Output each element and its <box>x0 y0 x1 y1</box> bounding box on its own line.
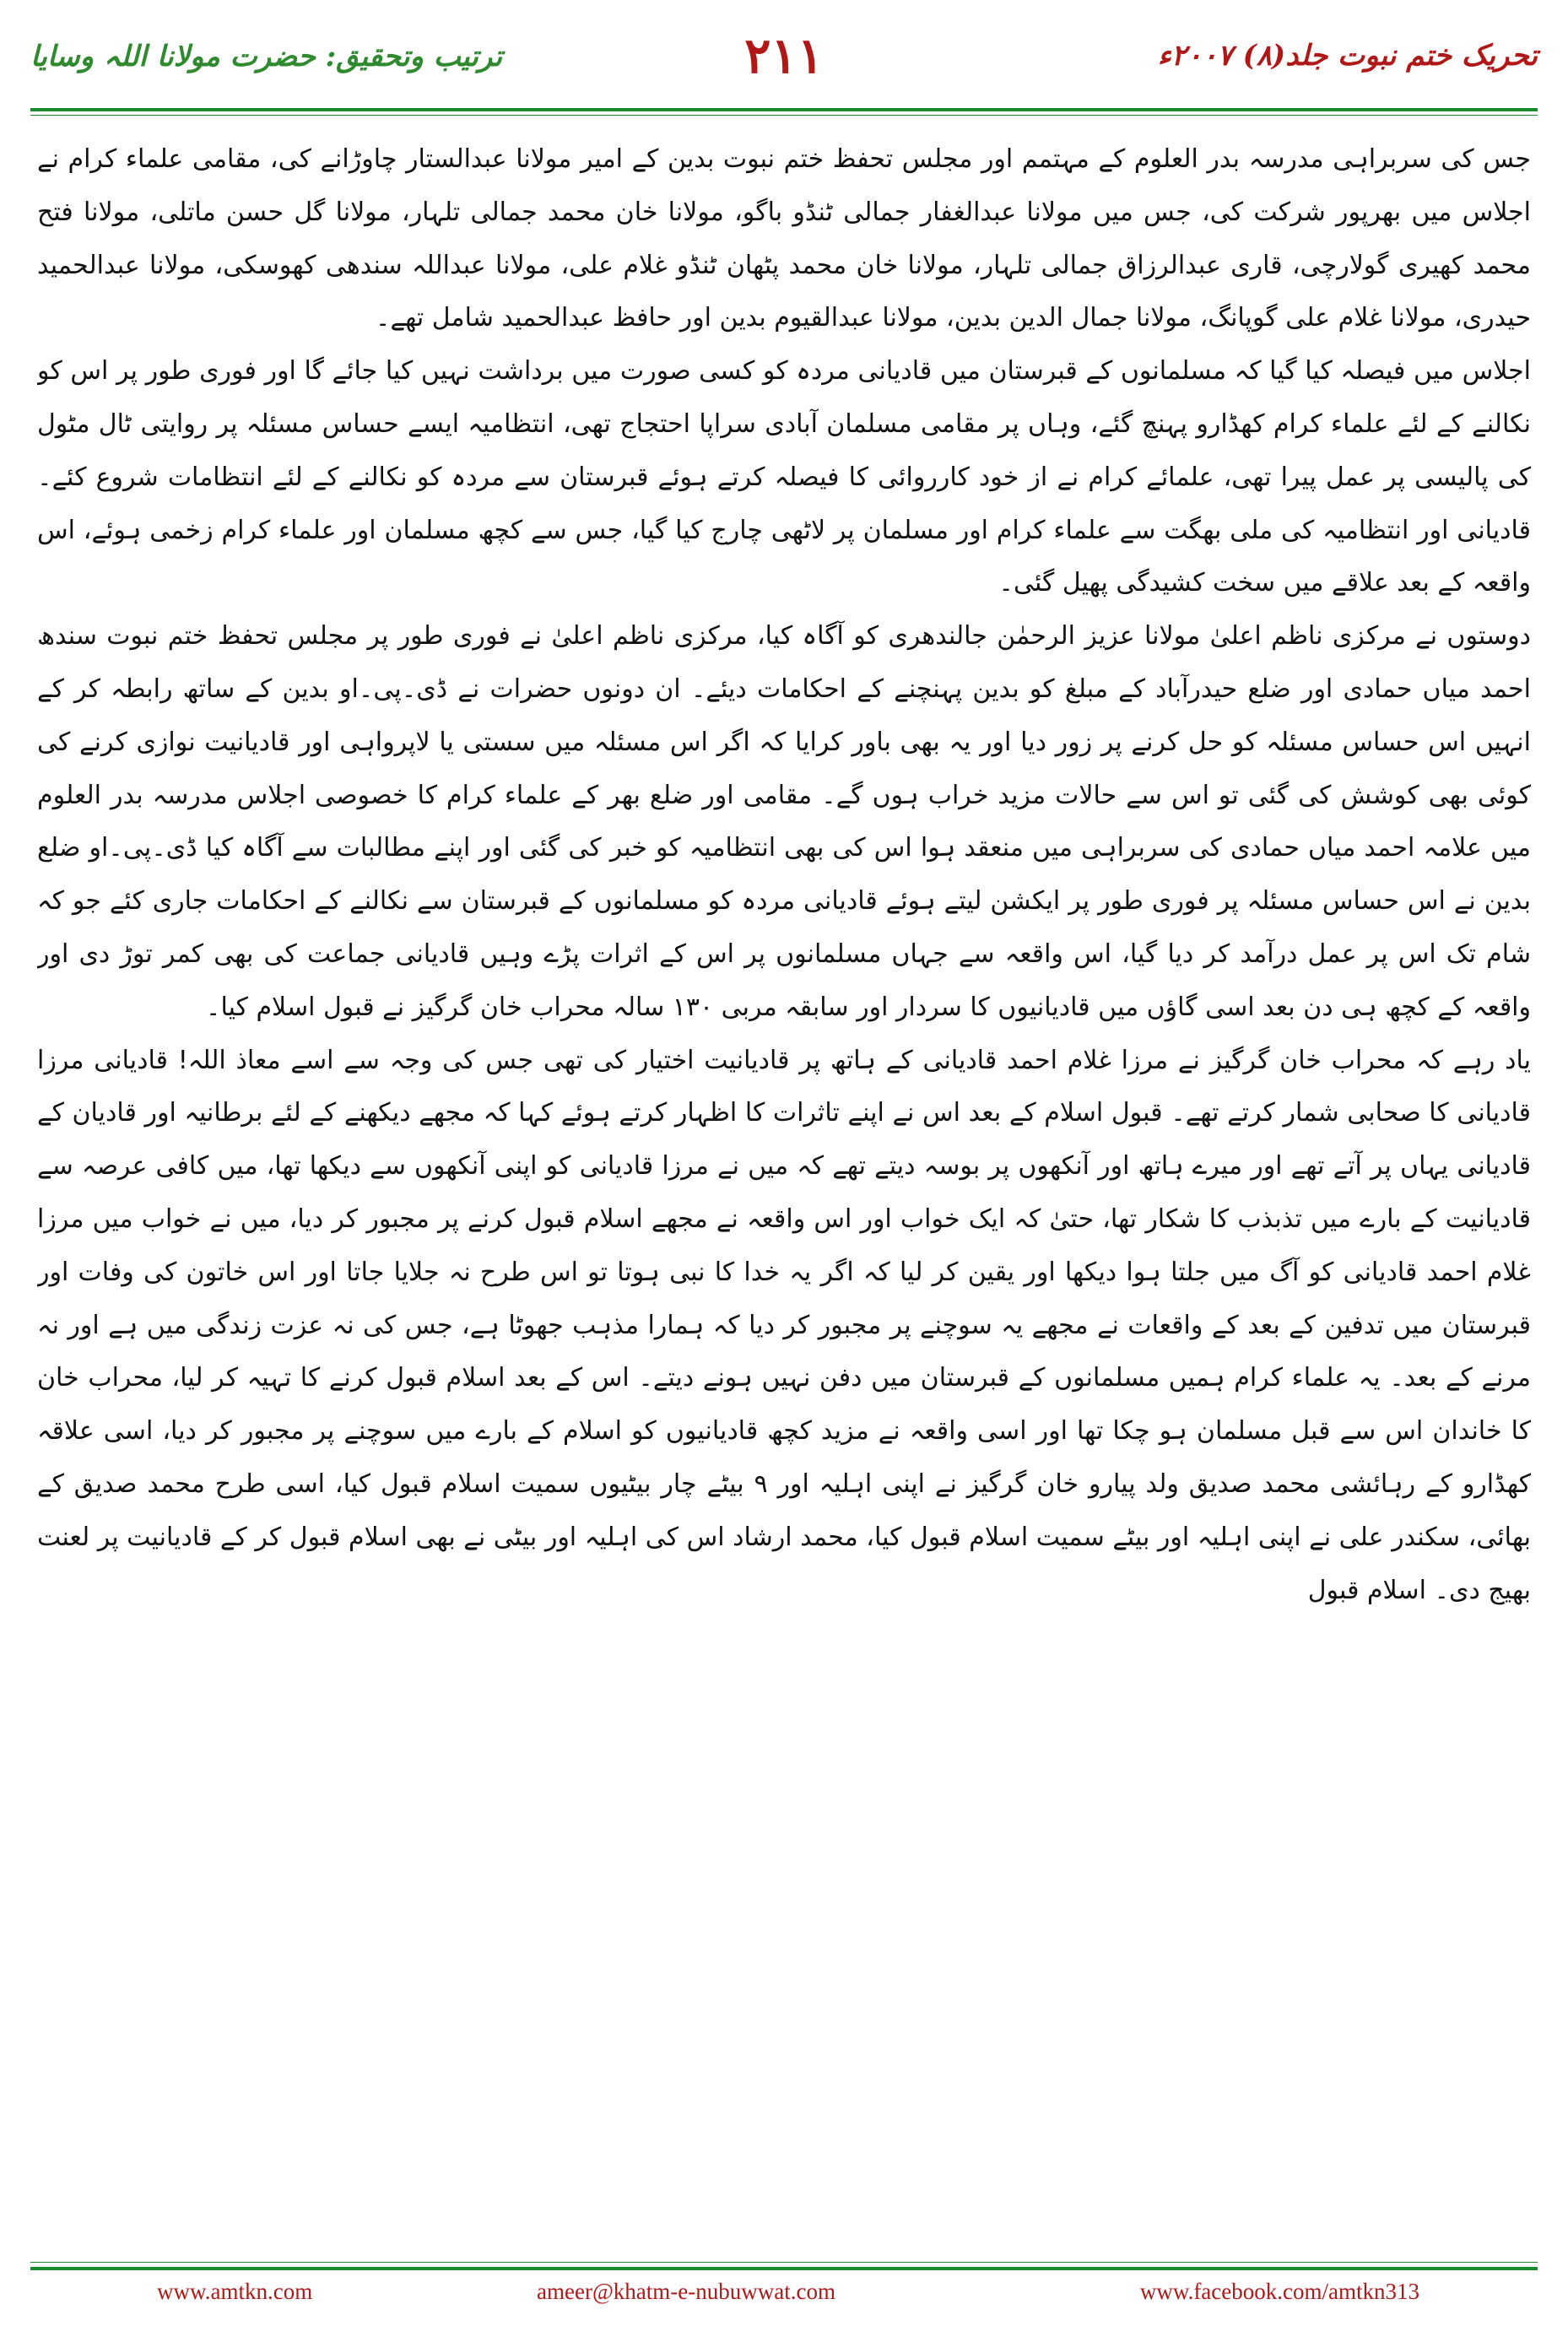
paragraph: جس کی سربراہی مدرسہ بدر العلوم کے مہتمم اور مجلس تحفظ ختم نبوت بدین کے امیر مولانا عبدالستار چاوڑانے کی، مقامی علماء کرام نے اجلاس میں بھرپور شرکت کی، جس میں مولانا عبدالغفار جمالی ٹنڈو باگو، مولانا خان محمد جمالی تلہار، مولانا گل حسن ماتلی، مولانا فتح محمد کھیری گولارچی، قاری عبدالرزاق جمالی تلہار، مولانا خان محمد پٹھان ٹنڈو غلام علی، مولانا عبداللہ سندھی کھوسکی، مولانا عبدالحمید حیدری، مولانا غلام علی گوپانگ، مولانا جمال الدین بدین، مولانا عبدالقیوم بدین اور حافظ عبدالحمید شامل تھے۔ <box>37 144 1531 333</box>
paragraph: یاد رہے کہ محراب خان گرگیز نے مرزا غلام احمد قادیانی کے ہاتھ پر قادیانیت اختیار کی تھی جس کی وجہ سے اسے معاذ اللہ! قادیانی مرزا قادیانی کا صحابی شمار کرتے تھے۔ قبول اسلام کے بعد اس نے اپنے تاثرات کا اظہار کرتے ہوئے کہا کہ مجھے دیکھنے کے لئے برطانیہ اور قادیان کے قادیانی یہاں پر آتے تھے اور میرے ہاتھ اور آنکھوں پر بوسہ دیتے تھے کہ میں نے مرزا قادیانی کو اپنی آنکھوں سے دیکھا تھا، میں کافی عرصہ سے قادیانیت کے بارے میں تذبذب کا شکار تھا، حتیٰ کہ ایک خواب اور اس واقعہ نے مجھے اسلام قبول کرنے پر مجبور کر دیا، میں نے خواب میں مرزا غلام احمد قادیانی کو آگ میں جلتا ہوا دیکھا اور یقین کر لیا کہ اگر یہ خدا کا نبی ہوتا تو اس طرح نہ جلایا جاتا اور اس خاتون کی وفات اور قبرستان میں تدفین کے بعد کے واقعات نے مجھے یہ سوچنے پر مجبور کر دیا کہ ہمارا مذہب جھوٹا ہے، جس کی نہ عزت زندگی میں ہے اور نہ مرنے کے بعد۔ یہ علماء کرام ہمیں مسلمانوں کے قبرستان میں دفن نہیں ہونے دیتے۔ اس کے بعد اسلام قبول کرنے کا تہیہ کر لیا، محراب خان کا خاندان اس سے قبل مسلمان ہو چکا تھا اور اسی واقعہ نے مزید کچھ قادیانیوں کو اسلام کے بارے میں سوچنے پر مجبور کر دیا، اسی علاقہ کھڈارو کے رہائشی محمد صدیق ولد پیارو خان گرگیز نے اپنی اہلیہ اور ۹ بیٹے چار بیٹیوں سمیت اسلام قبول کیا، اسی طرح محمد صدیق کے بھائی، سکندر علی نے اپنی اہلیہ اور بیٹے سمیت اسلام قبول کیا، محمد ارشاد اس کی اہلیہ اور بیٹی نے بھی اسلام قبول کر کے قادیانیت پر لعنت بھیج دی۔ اسلام قبول <box>37 1045 1531 1605</box>
footer-facebook-link[interactable]: www.facebook.com/amtkn313 <box>1139 2279 1419 2304</box>
footer-website-link[interactable]: www.amtkn.com <box>157 2279 313 2304</box>
footer-divider-thin <box>30 2262 1538 2263</box>
paragraph: دوستوں نے مرکزی ناظم اعلیٰ مولانا عزیز الرحمٰن جالندھری کو آگاہ کیا، مرکزی ناظم اعلیٰ نے فوری طور پر مجلس تحفظ ختم نبوت سندھ احمد میاں حمادی اور ضلع حیدرآباد کے مبلغ کو بدین پہنچنے کے احکامات دیئے۔ ان دونوں حضرات نے ڈی۔پی۔او بدین کے ساتھ رابطہ کر کے انہیں اس حساس مسئلہ کو حل کرنے پر زور دیا اور یہ بھی باور کرایا کہ اگر اس مسئلہ میں سستی یا لاپرواہی اور قادیانیت نوازی کرنے کی کوئی بھی کوشش کی گئی تو اس سے حالات مزید خراب ہوں گے۔ مقامی اور ضلع بھر کے علماء کرام کا خصوصی اجلاس مدرسہ بدر العلوم میں علامہ احمد میاں حمادی کی سربراہی میں منعقد ہوا اس کی بھی انتظامیہ کو خبر کی گئی اور اپنے مطالبات سے آگاہ کیا ڈی۔پی۔او ضلع بدین نے اس حساس مسئلہ پر فوری طور پر ایکشن لیتے ہوئے قادیانی مردہ کو مسلمانوں کے قبرستان سے نکالنے کے احکامات جاری کئے جو کہ شام تک اس پر عمل درآمد کر دیا گیا، اس واقعہ سے جہاں مسلمانوں پر اس کے اثرات پڑے وہیں قادیانی جماعت کی بھی کمر توڑ دی اور واقعہ کے کچھ ہی دن بعد اسی گاؤں میں قادیانیوں کا سردار اور سابقہ مربی ۱۳۰ سالہ محراب خان گرگیز نے قبول اسلام کیا۔ <box>37 621 1531 1022</box>
body-text <box>37 133 1531 2235</box>
header-compiler-credit: ترتیب وتحقیق: حضرت مولانا اللہ وسایا <box>30 40 503 73</box>
header-divider <box>30 108 1538 111</box>
header-divider-thin <box>30 115 1538 116</box>
page-number: ۲۱۱ <box>744 27 824 84</box>
page-header <box>30 24 1538 105</box>
page-footer <box>30 2279 1538 2316</box>
paragraph: اجلاس میں فیصلہ کیا گیا کہ مسلمانوں کے قبرستان میں قادیانی مردہ کو کسی صورت میں برداشت نہیں کیا جائے گا اور فوری طور پر اس کو نکالنے کے لئے علماء کرام کھڈارو پہنچ گئے، وہاں پر مقامی مسلمان آبادی سراپا احتجاج تھی، انتظامیہ ایسے حساس مسئلہ پر روایتی ٹال مٹول کی پالیسی پر عمل پیرا تھی، علمائے کرام نے از خود کارروائی کا فیصلہ کرتے ہوئے قبرستان سے مردہ کو نکالنے کے لئے انتظامات شروع کئے۔ قادیانی اور انتظامیہ کی ملی بھگت سے علماء کرام اور مسلمان پر لاٹھی چارج کیا گیا، جس سے کچھ مسلمان اور علماء کرام زخمی ہوئے، اس واقعہ کے بعد علاقے میں سخت کشیدگی پھیل گئی۔ <box>37 356 1531 598</box>
header-book-title: تحریک ختم نبوت جلد(۸) ۲۰۰۷ء <box>1157 39 1538 73</box>
footer-divider <box>30 2267 1538 2270</box>
footer-email-link[interactable]: ameer@khatm-e-nubuwwat.com <box>537 2279 835 2304</box>
